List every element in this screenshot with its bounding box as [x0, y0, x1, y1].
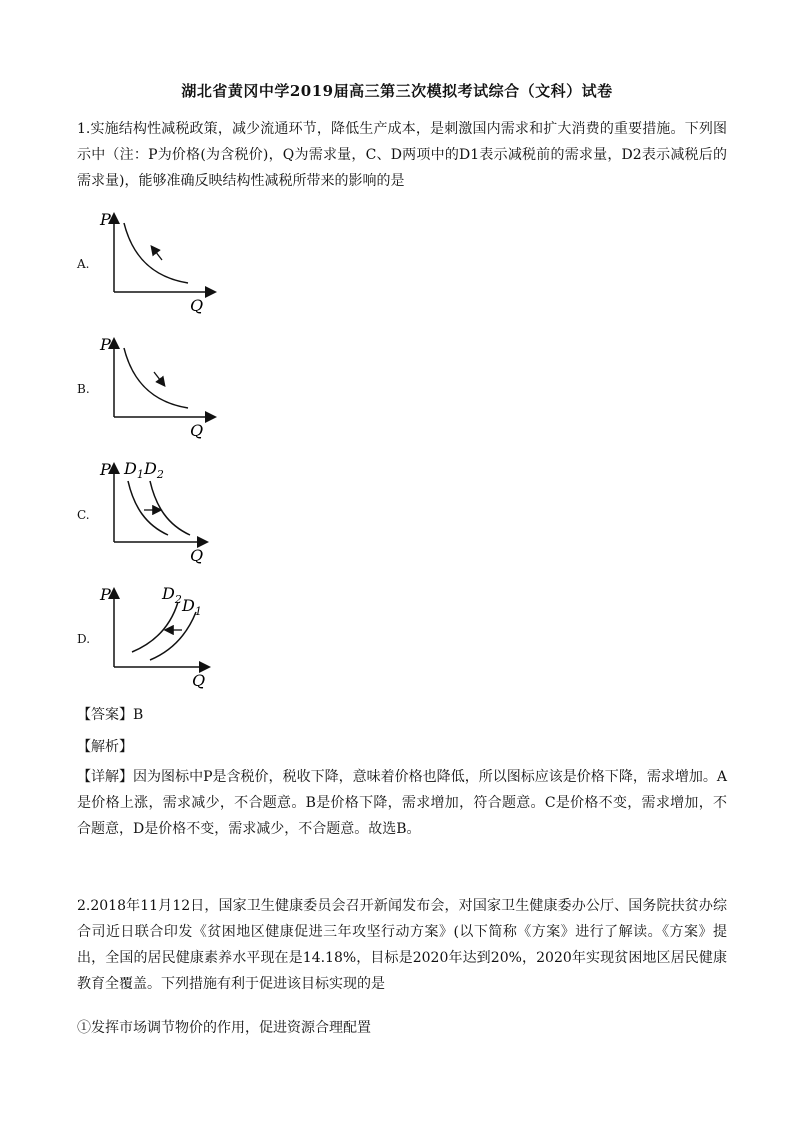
p-axis-label: P [100, 460, 111, 479]
option-d-graph [96, 580, 226, 690]
movement-arrow [154, 372, 164, 385]
demand-curve-d2 [132, 602, 178, 652]
demand-curve-d1 [128, 481, 168, 535]
option-b-graph [96, 330, 226, 440]
q-axis-label: Q [192, 671, 206, 690]
demand-curve-d2 [150, 481, 190, 535]
p-axis-label: P [100, 585, 111, 604]
option-d-label: D. [77, 632, 91, 646]
answer: 【答案】B [77, 707, 144, 723]
option-c-graph [96, 455, 226, 565]
analysis-heading: 【解析】 [77, 739, 133, 755]
d1-label: $D_1$ [124, 459, 144, 481]
option-a-label: A. [77, 257, 90, 271]
option-a-graph [96, 205, 226, 315]
p-axis-label: P [100, 335, 111, 354]
question-1-stem: 1.实施结构性减税政策，减少流通环节，降低生产成本，是刺激国内需求和扩大消费的重要措施。下列图示中（注：P为价格(为含税价)，Q为需求量，C、D两项中的D1表示减税前的需求量，D2表示减税后的需求量)，能够准确反映结构性减税所带来的影响的是 [77, 121, 727, 189]
demand-curve [124, 348, 188, 408]
d1-label: $D_1$ [182, 596, 202, 618]
question-2-item-1: ①发挥市场调节物价的作用，促进资源合理配置 [77, 1020, 371, 1036]
option-c-label: C. [77, 508, 90, 522]
movement-arrow [152, 247, 162, 260]
option-b-label: B. [77, 382, 90, 396]
d2-label: $D_2$ [162, 584, 182, 606]
q-axis-label: Q [190, 421, 204, 440]
page-title: 湖北省黄冈中学2019届高三第三次模拟考试综合（文科）试卷 [181, 82, 613, 100]
d2-label: $D_2$ [144, 459, 164, 481]
q-axis-label: Q [190, 546, 204, 565]
question-2-stem: 2.2018年11月12日，国家卫生健康委员会召开新闻发布会，对国家卫生健康委办公厅、国务院扶贫办综合司近日联合印发《贫困地区健康促进三年攻坚行动方案》(以下简称《方案》进行了解读。《方案》提出，全国的居民健康素养水平现在是14.18%，目标是2020年达到20%，2020年实现贫困地区居民健康教育全覆盖。下列措施有利于促进该目标实现的是 [77, 898, 727, 992]
p-axis-label: P [100, 210, 111, 229]
q-axis-label: Q [190, 296, 204, 315]
analysis-detail: 【详解】因为图标中P是含税价，税收下降，意味着价格也降低，所以图标应该是价格下降，需求增加。A是价格上涨，需求减少，不合题意。B是价格下降，需求增加，符合题意。C是价格不变，需求增加，不合题意，D是价格不变，需求减少，不合题意。故选B。 [77, 769, 727, 837]
